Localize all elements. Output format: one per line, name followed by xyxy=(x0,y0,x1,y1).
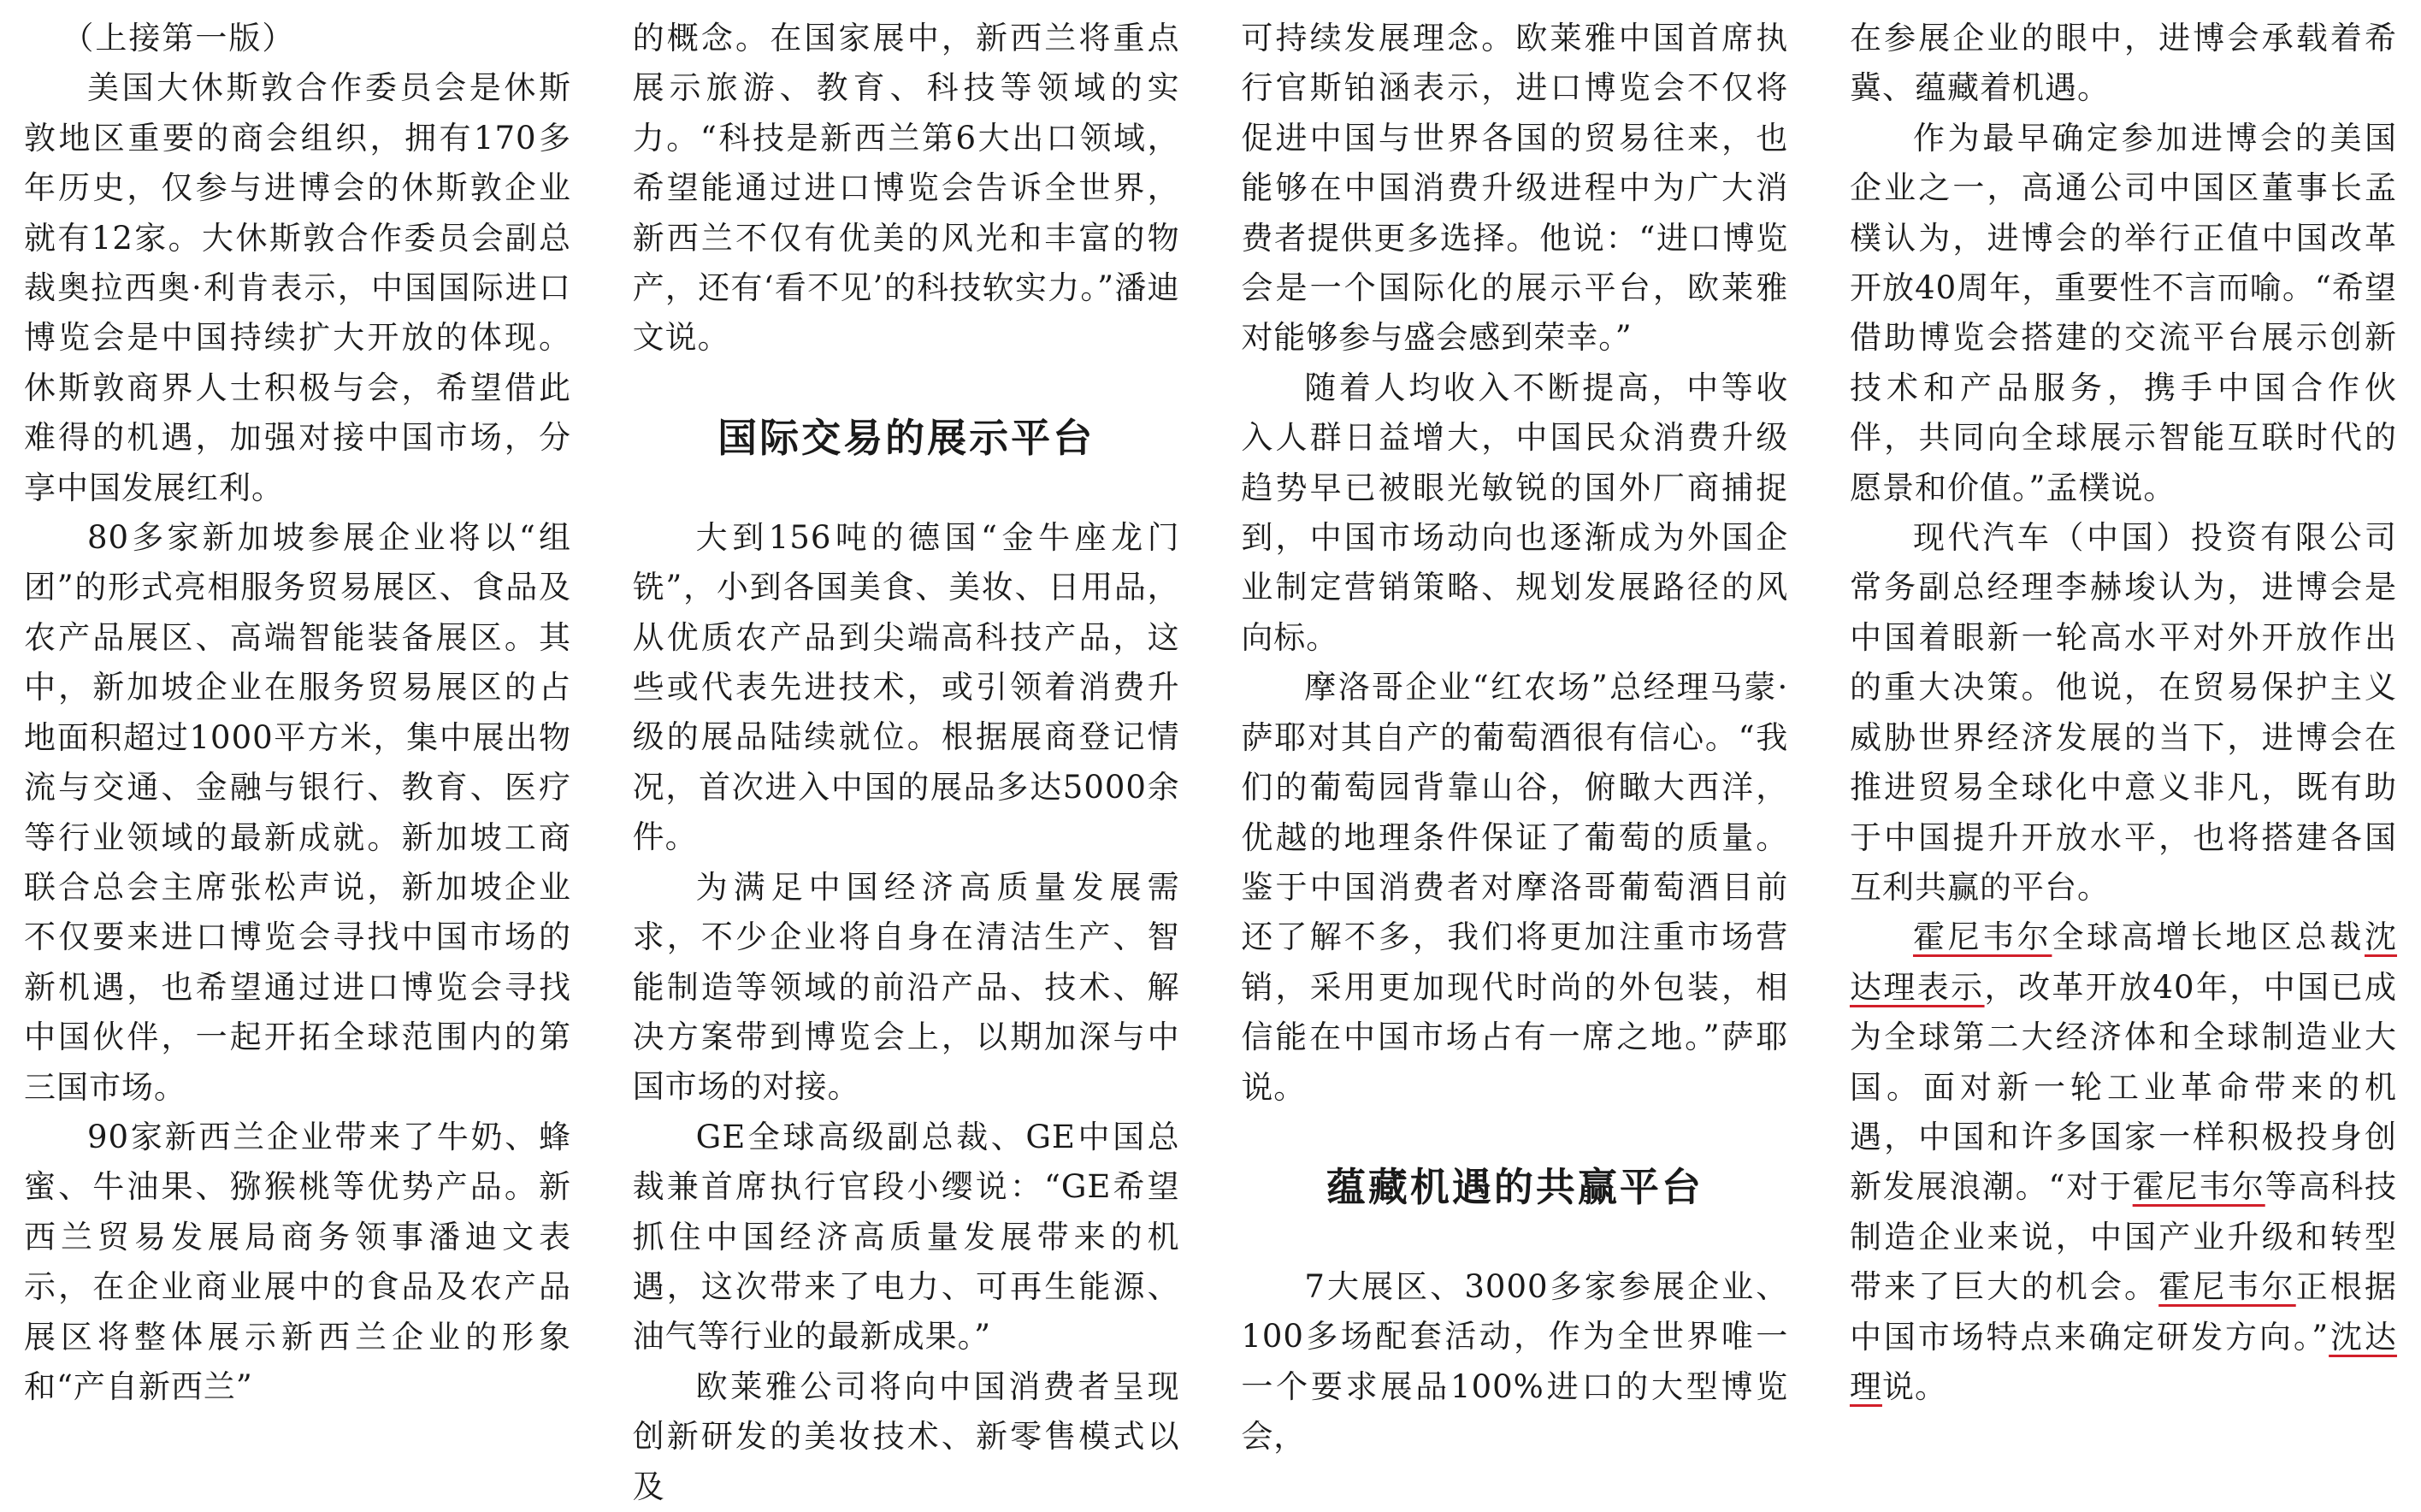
highlighted-company-name: 霍尼韦尔 xyxy=(2158,1268,2296,1306)
paragraph-consumption: 随着人均收入不断提高，中等收入人群日益增大，中国民众消费升级趋势早已被眼光敏锐的国外厂商捕捉到，中国市场动向也逐渐成为外国企业制定营销策略、规划发展路径的风向标。 xyxy=(1241,369,1789,656)
paragraph-expo-scale-continued: 在参展企业的眼中，进博会承载着希冀、蕴藏着机遇。 xyxy=(1849,20,2397,107)
paragraph-honeywell xyxy=(1850,913,2397,1412)
column-2 xyxy=(632,14,1180,1505)
paragraph-singapore: 80多家新加坡参展企业将以“组团”的形式亮相服务贸易展区、食品及农产品展区、高端智能装备展区。其中，新加坡企业在服务贸易展区的占地面积超过1000平方米，集中展出物流与交通、金融与银行、教育、医疗等行业领域的最新成就。新加坡工商联合总会主席张松声说，新加坡企业不仅要来进口博览会寻找中国市场的新机遇，也希望通过进口博览会寻找中国伙伴，一起开拓全球范围内的第三国市场。 xyxy=(24,519,571,1106)
newspaper-page xyxy=(24,14,2397,1505)
paragraph-qualcomm: 作为最早确定参加进博会的美国企业之一，高通公司中国区董事长孟樸认为，进博会的举行正值中国改革开放40周年，重要性不言而喻。“希望借助博览会搭建的交流平台展示创新技术和产品服务，携手中国合作伙伴，共同向全球展示智能互联时代的愿景和价值。”孟樸说。 xyxy=(1849,119,2397,506)
paragraph-enterprises: 为满足中国经济高质量发展需求，不少企业将自身在清洁生产、智能制造等领域的前沿产品、技术、解决方案带到博览会上，以期加深与中国市场的对接。 xyxy=(632,868,1180,1106)
highlighted-company-name: 霍尼韦尔 xyxy=(2132,1168,2265,1206)
paragraph-new-zealand-continued: 的概念。在国家展中，新西兰将重点展示旅游、教育、科技等领域的实力。“科技是新西兰第6大出口领域，希望能通过进口博览会告诉全世界，新西兰不仅有优美的风光和丰富的物产，还有‘看不见’的科技软实力。”潘迪文说。 xyxy=(632,20,1180,357)
section-heading-trade-platform: 国际交易的展示平台 xyxy=(717,414,1095,461)
column-3 xyxy=(1241,14,1789,1456)
section-heading-win-win-platform: 蕴藏机遇的共赢平台 xyxy=(1326,1163,1704,1210)
paragraph-loreal: 欧莱雅公司将向中国消费者呈现创新研发的美妆技术、新零售模式以及 xyxy=(632,1367,1180,1505)
column-4 xyxy=(1849,14,2397,1405)
column-1 xyxy=(24,14,571,1405)
text-segment: 等高科技制造企业来说，中国产业升级和转型带来了巨大的机会。 xyxy=(1849,1168,2397,1306)
paragraph-ge: GE全球高级副总裁、GE中国总裁兼首席执行官段小缨说：“GE希望抓住中国经济高质量发展带来的机遇，这次带来了电力、可再生能源、油气等行业的最新成果。” xyxy=(632,1118,1180,1355)
highlighted-executive-name: 沈达理表示 xyxy=(1849,918,2397,1006)
paragraph-houston: 美国大休斯敦合作委员会是休斯敦地区重要的商会组织，拥有170多年历史，仅参与进博会的休斯敦企业就有12家。大休斯敦合作委员会副总裁奥拉西奥·利肯表示，中国国际进口博览会是中国持续扩大开放的体现。休斯敦商界人士积极与会，希望借此难得的机遇，加强对接中国市场，分享中国发展红利。 xyxy=(24,69,571,506)
paragraph-morocco: 摩洛哥企业“红农场”总经理马蒙·萨耶对其自产的葡萄酒很有信心。“我们的葡萄园背靠山谷，俯瞰大西洋，优越的地理条件保证了葡萄的质量。鉴于中国消费者对摩洛哥葡萄酒目前还了解不多，我们将更加注重市场营销，采用更加现代时尚的外包装，相信能在中国市场占有一席之地。”萨耶说。 xyxy=(1241,669,1789,1106)
paragraph-new-zealand: 90家新西兰企业带来了牛奶、蜂蜜、牛油果、猕猴桃等优势产品。新西兰贸易发展局商务领事潘迪文表示，在企业商业展中的食品及农产品展区将整体展示新西兰企业的形象和“产自新西兰” xyxy=(24,1118,571,1405)
highlighted-company-name: 霍尼韦尔 xyxy=(1912,918,2052,956)
highlighted-executive-name: 沈达理 xyxy=(1849,1318,2397,1405)
text-segment: 全球高增长地区总裁 xyxy=(2052,918,2365,956)
text-segment: 说。 xyxy=(1881,1367,1947,1405)
paragraph-expo-scale: 7大展区、3000多家参展企业、100多场配套活动，作为全世界唯一一个要求展品100%进口的大型博览会， xyxy=(1241,1267,1789,1456)
continued-from-page-one: （上接第一版） xyxy=(62,20,296,56)
text-segment: ，改革开放40年，中国已成为全球第二大经济体和全球制造业大国。面对新一轮工业革命带来的机遇，中国和许多国家一样积极投身创新发展浪潮。“对于 xyxy=(1849,968,2397,1206)
paragraph-hyundai: 现代汽车（中国）投资有限公司常务副总经理李赫埈认为，进博会是中国着眼新一轮高水平对外开放作出的重大决策。他说，在贸易保护主义威胁世界经济发展的当下，进博会在推进贸易全球化中意义非凡，既有助于中国提升开放水平，也将搭建各国互利共赢的平台。 xyxy=(1849,519,2397,906)
paragraph-loreal-continued: 可持续发展理念。欧莱雅中国首席执行官斯铂涵表示，进口博览会不仅将促进中国与世界各国的贸易往来，也能够在中国消费升级进程中为广大消费者提供更多选择。他说：“进口博览会是一个国际化的展示平台，欧莱雅对能够参与盛会感到荣幸。” xyxy=(1241,20,1789,357)
paragraph-exhibits: 大到156吨的德国“金牛座龙门铣”，小到各国美食、美妆、日用品，从优质农产品到尖端高科技产品，这些或代表先进技术，或引领着消费升级的展品陆续就位。根据展商登记情况，首次进入中国的展品多达5000余件。 xyxy=(632,518,1180,856)
text-segment: 正根据中国市场特点来确定研发方向。” xyxy=(1849,1268,2397,1355)
